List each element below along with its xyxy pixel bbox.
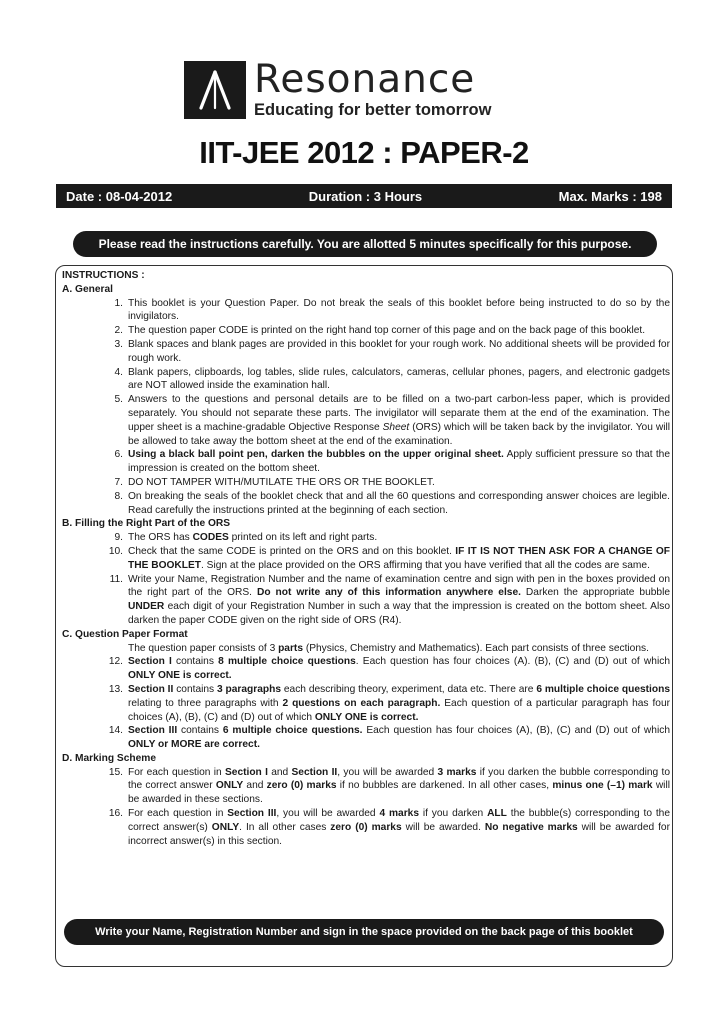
instructions-title: INSTRUCTIONS : xyxy=(62,270,145,281)
exam-info-bar xyxy=(56,184,672,208)
instructions-section xyxy=(62,269,670,848)
instruction-item: 8. On breaking the seals of the booklet check that and all the 60 questions and corresponding answer choices are legible. Read carefully the instructions printed at the beginning of each section. xyxy=(114,490,670,516)
paper-title: IIT-JEE 2012 : PAPER-2 xyxy=(199,135,529,170)
instruction-item: 2. The question paper CODE is printed on the right hand top corner of this page and on the back page of this booklet. xyxy=(114,325,646,337)
instruction-item: 13. Section II contains 3 paragraphs each describing theory, experiment, data etc. There are 6 multiple choice questions relating to three paragraphs with 2 questions on each paragraph. Each question of a particular paragraph has four choices (A), (B), (C) and (D) out of which ONLY ONE is correct. xyxy=(108,683,671,723)
section-heading-marking: D. Marking Scheme xyxy=(62,752,156,764)
exam-max-marks: Max. Marks : 198 xyxy=(558,188,662,204)
instruction-item: 16. For each question in Section III, you will be awarded 4 marks if you darken ALL the bubble(s) corresponding to the correct answer(s) ONLY. In all other cases zero (0) marks will be awarded. No negative marks will be awarded for incorrect answer(s) in this section. xyxy=(108,808,670,847)
section-heading-format: C. Question Paper Format xyxy=(62,628,188,640)
instruction-notice: Please read the instructions carefully. You are allotted 5 minutes specifically for this purpose. xyxy=(73,231,657,257)
exam-date: Date : 08-04-2012 xyxy=(66,188,173,204)
instruction-item: 6. Using a black ball point pen, darken the bubbles on the upper original sheet. Apply sufficient pressure so that the impression is created on the bottom sheet. xyxy=(114,449,670,475)
instruction-item: 11. Write your Name, Registration Number and the name of examination centre and sign with pen in the boxes provided on the right part of the ORS. Do not write any of this information anywhere else. Darken the appropriate bubble UNDER each digit of your Registration Number in such a way that the impression is created on the bottom sheet. Also darken the paper CODE given on the right side of ORS (R4). xyxy=(109,573,670,626)
instruction-item: 15. For each question in Section I and Section II, you will be awarded 3 marks if you darken the bubble corresponding to the correct answer ONLY and zero (0) marks if no bubbles are darkened. In all other cases, minus one (–1) mark will be awarded in these sections. xyxy=(108,766,670,806)
instruction-item: 4. Blank papers, clipboards, log tables, slide rules, calculators, cameras, cellular phones, pagers, and electronic gadgets are NOT allowed inside the examination hall. xyxy=(114,366,670,392)
instruction-item: 1. This booklet is your Question Paper. Do not break the seals of this booklet before being instructed to do so by the invigilators. xyxy=(114,297,670,323)
instruction-item: 10. Check that the same CODE is printed on the ORS and on this booklet. IF IT IS NOT THEN ASK FOR A CHANGE OF THE BOOKLET. Sign at the place provided on the ORS affirming that you have verified that all the codes are same. xyxy=(108,545,670,571)
instruction-item: 12. Section I contains 8 multiple choice questions. Each question has four choices (A). (B), (C) and (D) out of which ONLY ONE is correct. xyxy=(108,656,670,682)
brand-tagline: Educating for better tomorrow xyxy=(254,100,492,119)
resonance-logo xyxy=(184,56,492,120)
exam-duration: Duration : 3 Hours xyxy=(308,188,423,204)
instruction-item: 7. DO NOT TAMPER WITH/MUTILATE THE ORS OR THE BOOKLET. xyxy=(114,476,435,488)
section-heading-general: A. General xyxy=(62,283,113,295)
instruction-item: 9. The ORS has CODES printed on its left and right parts. xyxy=(114,532,378,544)
instruction-item: 14. Section III contains 6 multiple choice questions. Each question has four choices (A), (B), (C) and (D) out of which ONLY or MORE are correct. xyxy=(108,725,670,751)
instruction-item: 5. Answers to the questions and personal details are to be filled on a two-part carbon-less paper, which is provided separately. You should not separate these parts. The invigilator will separate them at the end of the examination. The upper sheet is a machine-gradable Objective Response Sheet (ORS) which will be taken back by the invigilator. You will be allowed to take away the bottom sheet at the end of the examination. xyxy=(114,394,670,447)
footer-notice: Write your Name, Registration Number and sign in the space provided on the back page of this booklet xyxy=(64,919,664,945)
section-heading-filling: B. Filling the Right Part of the ORS xyxy=(62,518,231,530)
brand-name: Resonance xyxy=(254,56,476,102)
format-intro: The question paper consists of 3 parts (Physics, Chemistry and Mathematics). Each part consists of three sections. xyxy=(128,642,649,654)
instruction-item: 3. Blank spaces and blank pages are provided in this booklet for your rough work. No additional sheets will be provided for rough work. xyxy=(114,338,670,364)
logo-mark-icon xyxy=(184,61,246,119)
